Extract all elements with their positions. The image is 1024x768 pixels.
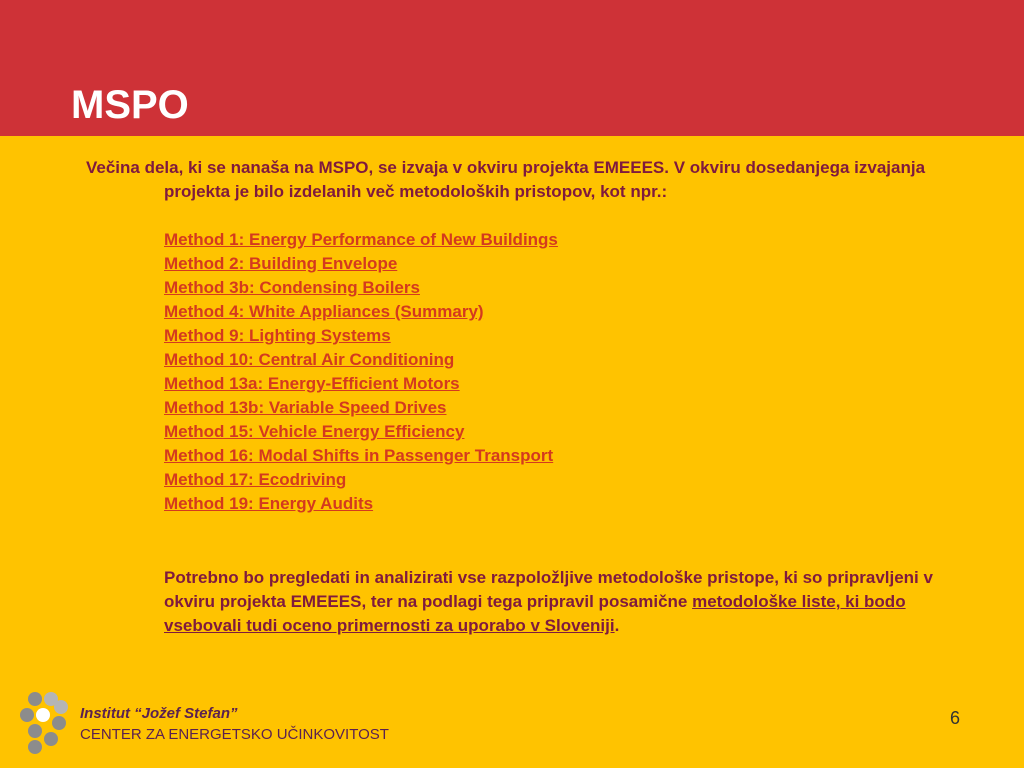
list-item — [164, 276, 946, 300]
header-band — [0, 0, 1024, 136]
logo-dot — [20, 708, 34, 722]
list-item — [164, 468, 946, 492]
list-item — [164, 492, 946, 516]
logo-dot — [28, 740, 42, 754]
method-link[interactable]: Method 16: Modal Shifts in Passenger Transport — [164, 446, 554, 465]
ijs-logo — [18, 692, 70, 754]
intro-paragraph: Večina dela, ki se nanaša na MSPO, se izvaja v okviru projekta EMEEES. V okviru dosedanjega izvajanja projekta je bilo izdelanih več metodoloških pristopov, kot npr.: — [86, 158, 926, 201]
list-item — [164, 300, 946, 324]
logo-dot — [44, 732, 58, 746]
method-link[interactable]: Method 15: Vehicle Energy Efficiency — [164, 422, 465, 441]
method-link[interactable]: Method 9: Lighting Systems — [164, 326, 391, 345]
org-subtitle: CENTER ZA ENERGETSKO UČINKOVITOST — [80, 726, 389, 743]
list-item — [164, 252, 946, 276]
org-name: Institut “Jožef Stefan” — [80, 705, 238, 722]
list-item — [164, 444, 946, 468]
method-link[interactable]: Method 13a: Energy-Efficient Motors — [164, 374, 460, 393]
method-link[interactable]: Method 2: Building Envelope — [164, 254, 398, 273]
method-link[interactable]: Method 10: Central Air Conditioning — [164, 350, 455, 369]
method-link[interactable]: Method 17: Ecodriving — [164, 470, 347, 489]
methodology-sheets-link[interactable]: metodološke liste, ki bodo vsebovali tudi oceno primernosti za uporabo v Sloveniji — [164, 592, 906, 635]
closing-paragraph — [164, 566, 944, 638]
methods-list — [164, 228, 946, 516]
method-link[interactable]: Method 4: White Appliances (Summary) — [164, 302, 484, 321]
slide-body — [86, 156, 946, 638]
list-item — [164, 324, 946, 348]
page-number: 6 — [950, 708, 961, 728]
logo-dot — [28, 724, 42, 738]
method-link[interactable]: Method 19: Energy Audits — [164, 494, 374, 513]
list-item — [164, 348, 946, 372]
method-link[interactable]: Method 3b: Condensing Boilers — [164, 278, 420, 297]
logo-dot — [28, 692, 42, 706]
closing-text: Potrebno bo pregledati in analizirati vse razpoložljive metodološke pristope, ki so pripravljeni v okviru projekta EMEEES, ter na podlagi tega pripravil posamične — [164, 568, 933, 611]
method-link[interactable]: Method 1: Energy Performance of New Buildings — [164, 230, 558, 249]
list-item — [164, 372, 946, 396]
closing-end: . — [614, 616, 620, 635]
method-link[interactable]: Method 13b: Variable Speed Drives — [164, 398, 447, 417]
list-item — [164, 396, 946, 420]
list-item — [164, 420, 946, 444]
list-item — [164, 228, 946, 252]
logo-dot — [36, 708, 50, 722]
logo-dot — [54, 700, 68, 714]
logo-dot — [52, 716, 66, 730]
slide-title: MSPO — [71, 83, 189, 127]
